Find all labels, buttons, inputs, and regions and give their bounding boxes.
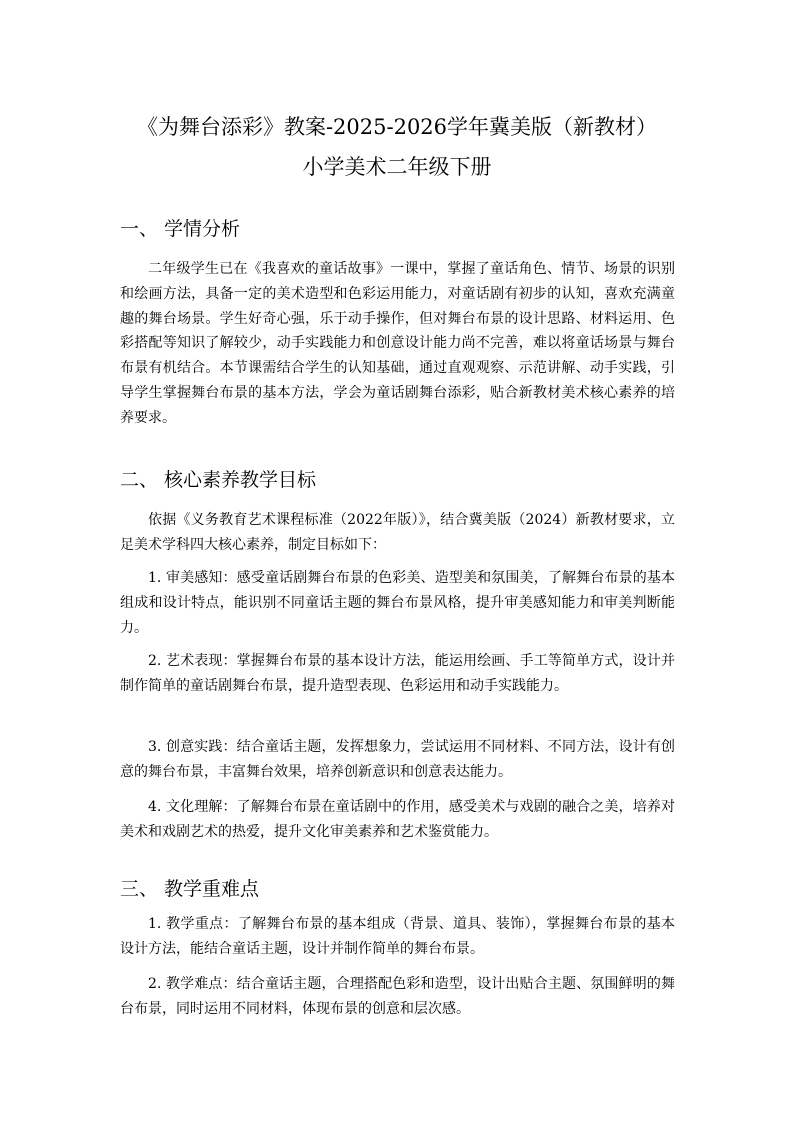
paragraph-learner-analysis: 二年级学生已在《我喜欢的童话故事》一课中，掌握了童话角色、情节、场景的识别和绘画方法，具备一定的美术造型和色彩运用能力，对童话剧有初步的认知，喜欢充满童趣的舞台场景。学生好奇心强，乐于动手操作，但对舞台布景的设计思路、材料运用、色彩搭配等知识了解较少，动手实践能力和创意设计能力尚不完善，难以将童话场景与舞台布景有机结合。本节课需结合学生的认知基础，通过直观观察、示范讲解、动手实践，引导学生掌握舞台布景的基本方法，学会为童话剧舞台添彩，贴合新教材美术核心素养的培养要求。 [120,261,675,426]
section-heading-learner-analysis: 一、 学情分析 [120,218,241,240]
document-title-line-2: 小学美术二年级下册 [302,155,492,179]
paragraph-objective-cultural-understanding: 4. 文化理解：了解舞台布景在童话剧中的作用，感受美术与戏剧的融合之美，培养对美术和戏剧艺术的热爱，提升文化审美素养和艺术鉴赏能力。 [120,799,675,840]
section-heading-teaching-objectives: 二、 核心素养教学目标 [120,469,317,491]
paragraph-objective-creative-practice: 3. 创意实践：结合童话主题，发挥想象力，尝试运用不同材料、不同方法，设计有创意的舞台布景，丰富舞台效果，培养创新意识和创意表达能力。 [120,739,675,780]
paragraph-teaching-difficulty: 2. 教学难点：结合童话主题，合理搭配色彩和造型，设计出贴合主题、氛围鲜明的舞台布景，同时运用不同材料，体现布景的创意和层次感。 [120,976,675,1017]
paragraph-objective-artistic-expression: 2. 艺术表现：掌握舞台布景的基本设计方法，能运用绘画、手工等简单方式，设计并制作简单的童话剧舞台布景，提升造型表现、色彩运用和动手实践能力。 [120,653,675,694]
section-heading-key-difficulties: 三、 教学重难点 [120,878,260,900]
paragraph-teaching-focus: 1. 教学重点：了解舞台布景的基本组成（背景、道具、装饰），掌握舞台布景的基本设计方法，能结合童话主题，设计并制作简单的舞台布景。 [120,916,675,957]
paragraph-objectives-intro: 依据《义务教育艺术课程标准（2022年版）》，结合冀美版（2024）新教材要求，立足美术学科四大核心素养，制定目标如下： [120,512,675,553]
paragraph-objective-aesthetic-perception: 1. 审美感知：感受童话剧舞台布景的色彩美、造型美和氛围美，了解舞台布景的基本组成和设计特点，能识别不同童话主题的舞台布景风格，提升审美感知能力和审美判断能力。 [120,570,675,636]
document-title-line-1: 《为舞台添彩》教案-2025-2026学年冀美版（新教材） [136,115,658,139]
